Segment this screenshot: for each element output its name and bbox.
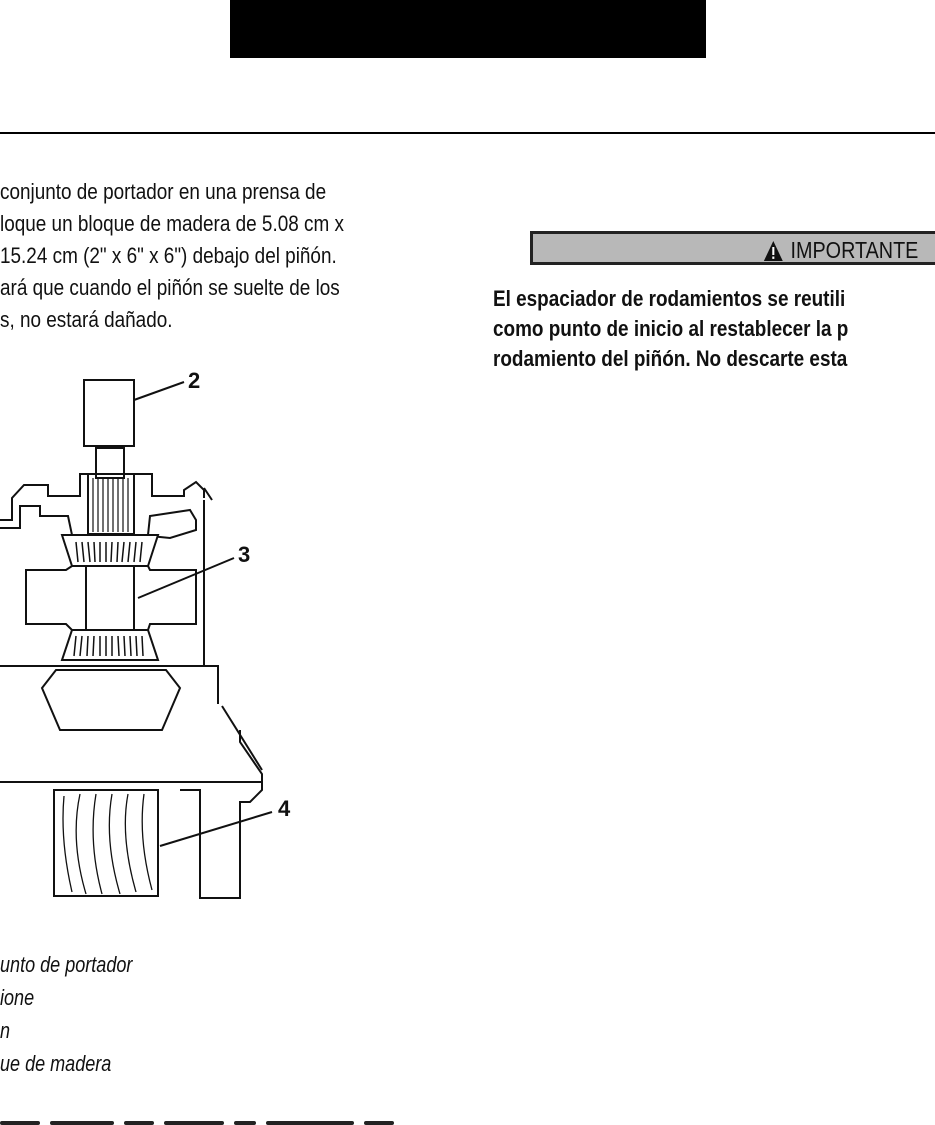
- notice-line: como punto de inicio al restablecer la p: [493, 316, 849, 341]
- press-illustration: [0, 370, 310, 910]
- legend-item: unto de portador: [0, 952, 133, 977]
- notice-line: rodamiento del piñón. No descarte esta: [493, 346, 848, 371]
- callout-3: 3: [238, 542, 251, 567]
- cut-off-text-line: [0, 1112, 410, 1125]
- callout-2: 2: [188, 370, 201, 393]
- important-notice: [493, 284, 848, 374]
- callout-4: 4: [278, 796, 291, 821]
- section-divider: [0, 132, 935, 134]
- instruction-line: ará que cuando el piñón se suelte de los: [0, 275, 340, 300]
- notice-line: El espaciador de rodamientos se reutili: [493, 286, 846, 311]
- instruction-paragraph: [0, 176, 378, 336]
- instruction-line: conjunto de portador en una prensa de: [0, 179, 327, 204]
- legend-item: ione: [0, 985, 35, 1010]
- instruction-line: 15.24 cm (2" x 6" x 6") debajo del piñón.: [0, 243, 337, 268]
- figure-legend: [0, 948, 132, 1080]
- legend-item: ue de madera: [0, 1051, 112, 1076]
- important-label: IMPORTANTE: [790, 237, 919, 263]
- instruction-line: loque un bloque de madera de 5.08 cm x: [0, 211, 344, 236]
- important-heading: [763, 237, 918, 264]
- legend-item: n: [0, 1018, 11, 1043]
- warning-triangle-icon: [763, 240, 784, 262]
- important-banner: [530, 231, 935, 265]
- instruction-line: s, no estará dañado.: [0, 307, 173, 332]
- header-bar: [230, 0, 706, 58]
